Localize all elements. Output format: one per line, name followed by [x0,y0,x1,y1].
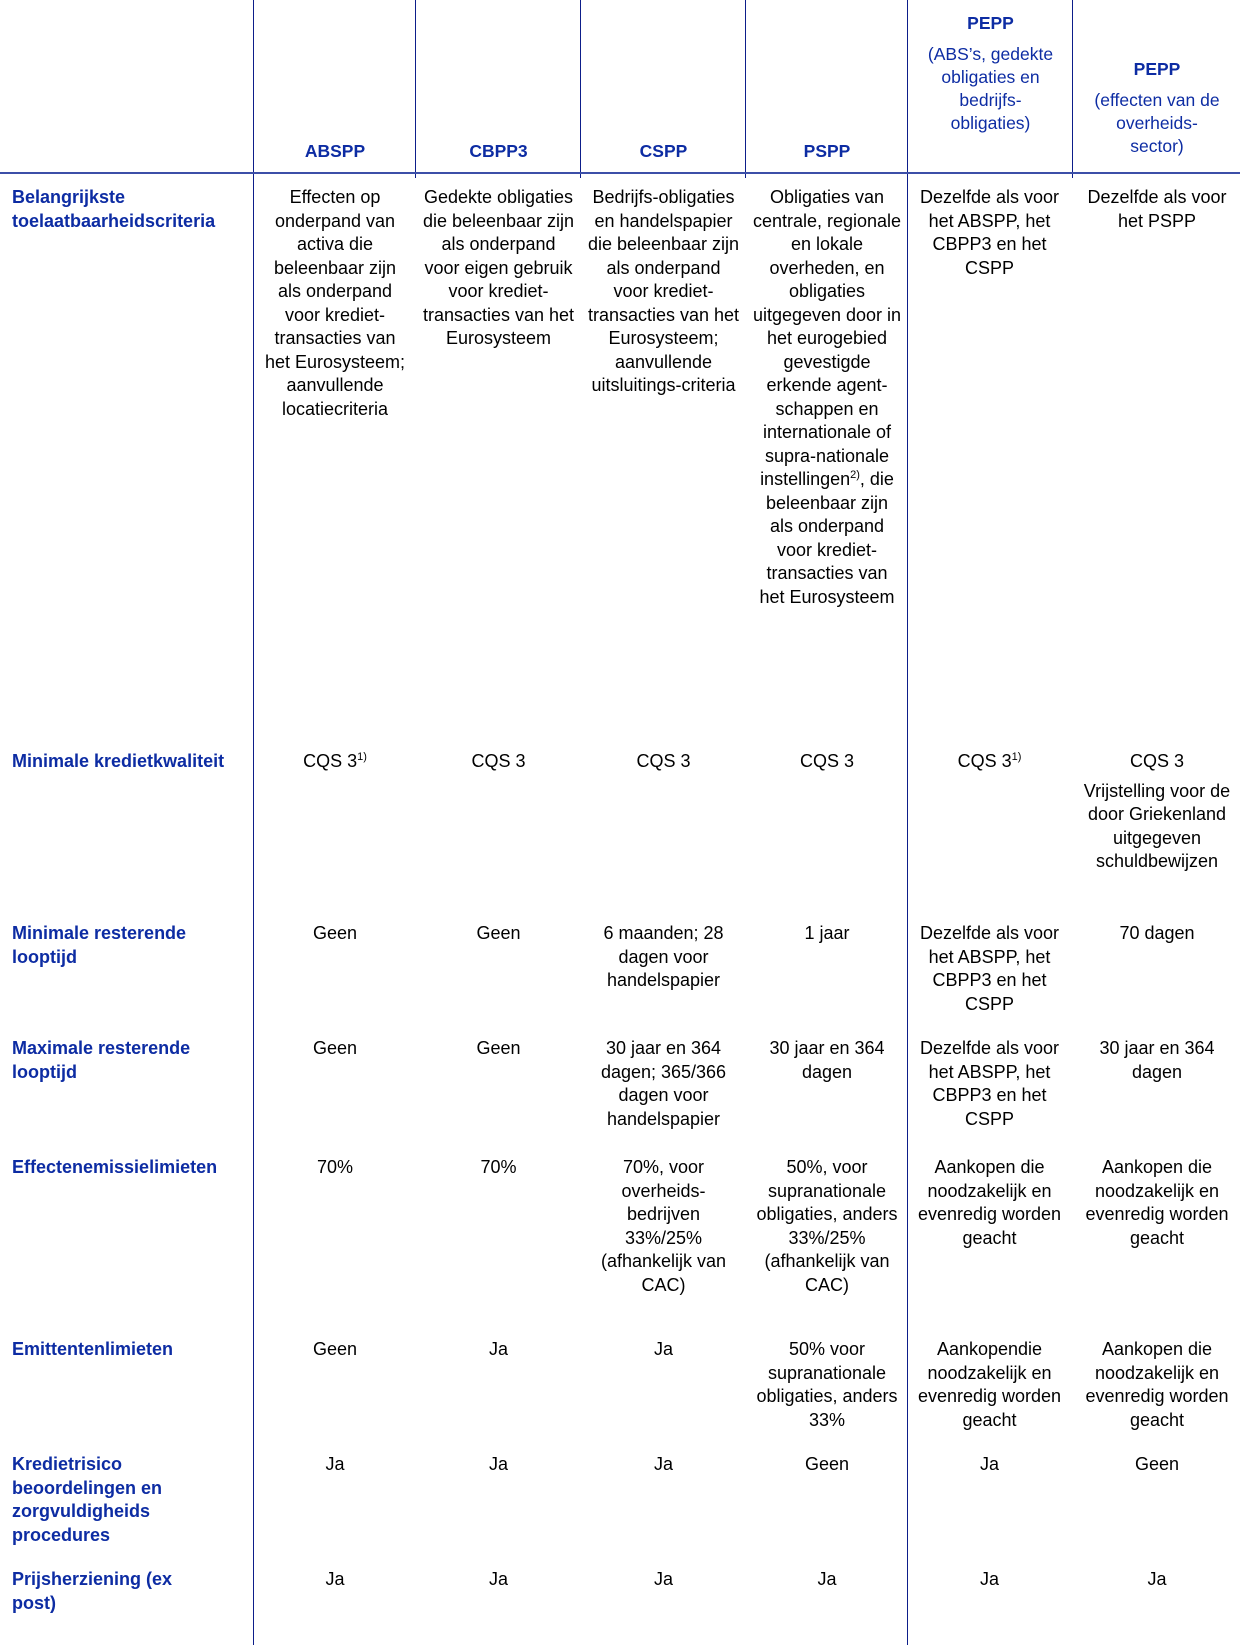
table-cell [422,186,575,351]
table-cell [260,186,410,421]
table-cell [1077,1037,1237,1084]
row-label: Belangrijkste toelaatbaarheidscriteria [12,187,216,231]
cell-text: 70%, voor overheids-bedrijven 33%/25% (afhankelijk van CAC) [600,1157,727,1295]
cell-text: Ja [488,1569,508,1589]
cell-text: 50% voor supranationale obligaties, anders 33% [756,1339,898,1430]
table-cell [260,1156,410,1180]
cell-text: Obligaties van centrale, regionale en lokale overheden, en obligaties uitgegeven door in het eurogebied gevestigde erkende agent-schappen en internationale of supra-nationale instellingen [752,187,902,489]
cell-text: Ja [653,1454,673,1474]
cell-text: Aankopen die noodzakelijk en evenredig worden geacht [917,1157,1062,1248]
cell-text: Aankopendie noodzakelijk en evenredig worden geacht [917,1339,1062,1430]
cell-text: Dezelfde als voor het ABSPP, het CBPP3 en het CSPP [919,187,1060,278]
table-cell [587,1338,740,1362]
table-cell [422,1156,575,1180]
cell-text: Geen [312,923,358,943]
table-cell [752,1568,902,1592]
cell-text: Ja [653,1569,673,1589]
cell-text: 30 jaar en 364 dagen [1099,1038,1215,1082]
table-cell [752,922,902,946]
cell-text: Effecten op onderpand van activa die beleenbaar zijn als onderpand voor krediet-transacties van het Eurosysteem; aanvullende locatiecriteria [264,187,406,419]
cell-text: Dezelfde als voor het ABSPP, het CBPP3 en het CSPP [919,923,1060,1014]
table-cell [422,922,575,946]
table-cell [752,750,902,774]
row-label: Kredietrisico beoordelingen en zorgvuldigheids procedures [12,1454,163,1545]
table-cell [422,1037,575,1061]
cell-text: Geen [312,1339,358,1359]
cell-text: CQS 3 [636,751,691,771]
table-cell [587,1453,740,1477]
footnote-ref: 1) [357,751,367,763]
column-header-pepp-private [909,12,1072,135]
row-label: Emittentenlimieten [12,1339,174,1359]
cell-text: Geen [312,1038,358,1058]
cell-text: Ja [325,1569,345,1589]
column-header-pepp-public [1074,58,1240,158]
table-cell [260,1568,410,1592]
cell-text: Geen [804,1454,850,1474]
column-header-cspp [582,140,745,163]
table-cell [912,1156,1067,1250]
column-divider [253,0,254,1645]
cell-text: Ja [817,1569,837,1589]
cell-text: Ja [979,1569,999,1589]
cell-text: Ja [653,1339,673,1359]
column-header-pspp [747,140,907,163]
column-divider [1072,0,1073,178]
column-header-title: PSPP [803,141,851,161]
column-header-cbpp3 [417,140,580,163]
table-cell [1077,186,1237,233]
column-header-title: CSPP [639,141,688,161]
table-cell [1077,922,1237,946]
cell-text: Dezelfde als voor het PSPP [1087,187,1227,231]
cell-text: 70% [316,1157,354,1177]
footnote-ref: 1) [1011,751,1022,763]
row-label: Minimale resterende looptijd [12,923,187,967]
table-cell [912,922,1067,1016]
cell-text: 70 dagen [1119,923,1195,943]
column-header-title: CBPP3 [469,141,528,161]
table-cell [260,1338,410,1362]
cell-text: Ja [488,1454,508,1474]
cell-text: Bedrijfs-obligaties en handelspapier die beleenbaar zijn als onderpand voor krediet-transacties van het Eurosysteem; aanvullende uitsluitings-criteria [587,187,740,395]
cell-text: CQS 3 [471,751,526,771]
cell-text: Ja [488,1339,508,1359]
header-rule [0,172,1240,174]
column-divider [415,0,416,178]
cell-text: 6 maanden; 28 dagen voor handelspapier [603,923,724,990]
cell-text: CQS 3 [799,751,855,771]
table-cell [1077,1568,1237,1592]
column-header-title: ABSPP [304,141,366,161]
table-cell [1077,750,1237,874]
column-divider [907,0,908,1645]
table-cell [587,1037,740,1131]
table-cell [752,1156,902,1297]
column-divider [745,0,746,178]
cell-text: Geen [476,923,521,943]
column-header-subtitle: (effecten van de overheids-sector) [1094,90,1220,156]
cell-text: 30 jaar en 364 dagen; 365/366 dagen voor handelspapier [600,1038,727,1129]
cell-text: Gedekte obligaties die beleenbaar zijn als onderpand voor eigen gebruik voor krediet-transacties van het Eurosysteem [422,187,575,348]
cell-text: Ja [325,1454,345,1474]
column-divider [580,0,581,178]
table-cell [912,1037,1067,1131]
table-cell [422,1453,575,1477]
cell-text: Geen [476,1038,521,1058]
column-header-subtitle: (ABS’s, gedekte obligaties en bedrijfs-obligaties) [927,44,1054,133]
cell-text: 70% [480,1157,517,1177]
table-cell [912,1453,1067,1477]
table-cell [587,1156,740,1297]
column-header-abspp [255,140,415,163]
table-cell [260,922,410,946]
cell-text: CQS 3 [957,751,1012,771]
table-cell [912,750,1067,774]
table-cell [260,1453,410,1477]
cell-text: 30 jaar en 364 dagen [769,1038,885,1082]
table-cell [587,750,740,774]
table-cell [752,1338,902,1432]
table-cell [422,1338,575,1362]
row-label: Prijsherziening (ex post) [12,1569,173,1613]
table-cell [1077,1453,1237,1477]
cell-text: Ja [1147,1569,1167,1589]
column-header-title: PEPP [1133,59,1181,79]
cell-text: CQS 3 [303,751,358,771]
cell-text: , die beleenbaar zijn als onderpand voor krediet-transacties van het Eurosysteem [759,469,895,607]
column-header-title: PEPP [967,13,1014,33]
cell-text: Geen [1134,1454,1180,1474]
cell-text: Ja [979,1454,999,1474]
cell-text: Dezelfde als voor het ABSPP, het CBPP3 en het CSPP [919,1038,1060,1129]
table-cell [912,1568,1067,1592]
table-cell [422,1568,575,1592]
table-cell [260,750,410,774]
table-cell [1077,1156,1237,1250]
table-cell [752,1453,902,1477]
table-cell [587,1568,740,1592]
table-cell [912,1338,1067,1432]
table-cell [587,922,740,993]
cell-text: 50%, voor supranationale obligaties, anders 33%/25% (afhankelijk van CAC) [756,1157,898,1295]
cell-text: CQS 3 [1129,751,1185,771]
table-cell [1077,1338,1237,1432]
cell-text: Vrijstelling voor de door Griekenland uitgegeven schuldbewijzen [1083,780,1231,871]
footnote-ref: 2) [850,469,860,481]
row-label: Maximale resterende looptijd [12,1038,191,1082]
table-cell [752,186,902,609]
cell-text: 1 jaar [804,923,850,943]
table-cell [912,186,1067,280]
cell-text: Aankopen die noodzakelijk en evenredig worden geacht [1085,1157,1229,1248]
row-label: Minimale kredietkwaliteit [12,751,225,771]
table-cell [752,1037,902,1084]
table-cell [422,750,575,774]
table-cell [260,1037,410,1061]
cell-text: Aankopen die noodzakelijk en evenredig worden geacht [1085,1339,1229,1430]
row-label: Effectenemissielimieten [12,1157,218,1177]
table-cell [587,186,740,398]
